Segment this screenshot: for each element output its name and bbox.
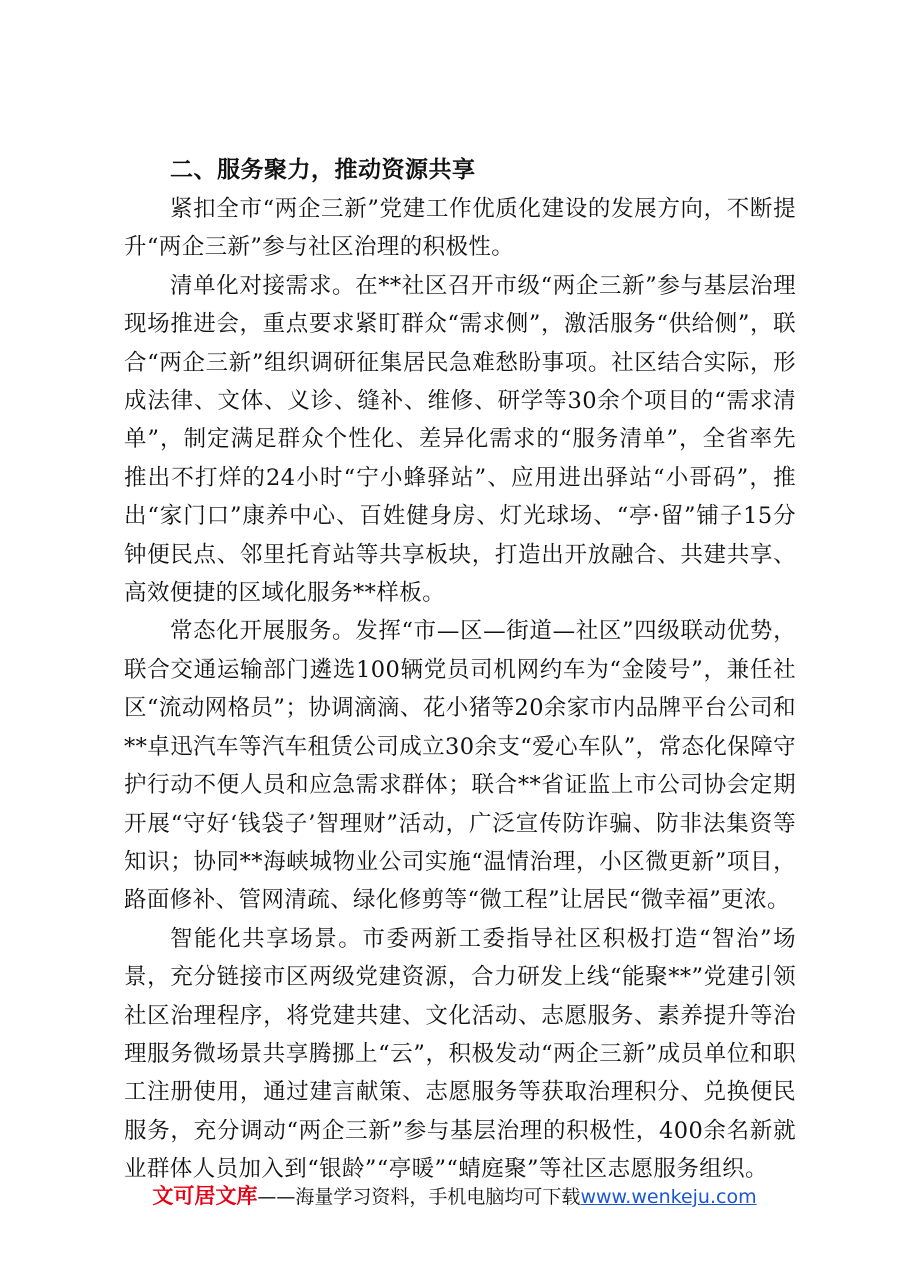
paragraph-regular-service: 常态化开展服务。发挥“市—区—街道—社区”四级联动优势，联合交通运输部门遴选100辆党员司机网约车为“金陵号”，兼任社区“流动网格员”；协调滴滴、花小猪等20余家市内品牌平台公司和**卓迅汽车等汽车租赁公司成立30余支“爱心车队”，常态化保障守护行动不便人员和应急需求群体；联合**省证监上市公司协会定期开展“守好‘钱袋子’智理财”活动，广泛宣传防诈骗、防非法集资等知识；协同**海峡城物业公司实施“温情治理，小区微更新”项目，路面修补、管网清疏、绿化修剪等“微工程”让居民“微幸福”更浓。 [124, 618, 796, 914]
paragraph-smart-scene: 智能化共享场景。市委两新工委指导社区积极打造“智治”场景，充分链接市区两级党建资源，合力研发上线“能聚**”党建引领社区治理程序，将党建共建、文化活动、志愿服务、素养提升等治理服务微场景共享腾挪上“云”，积极发动“两企三新”成员单位和职工注册使用，通过建言献策、志愿服务等获取治理积分、兑换便民服务，充分调动“两企三新”参与基层治理的积极性，400余名新就业群体人员加入到“银龄”“亭暖”“蜻庭聚”等社区志愿服务组织。 [124, 925, 796, 1183]
footer-link[interactable]: www.wenkeju.com [580, 1186, 757, 1208]
paragraph-demand-list: 清单化对接需求。在**社区召开市级“两企三新”参与基层治理现场推进会，重点要求紧盯群众“需求侧”，激活服务“供给侧”，联合“两企三新”组织调研征集居民急难愁盼事项。社区结合实际，形成法律、文体、义诊、缝补、维修、研学等30余个项目的“需求清单”，制定满足群众个性化、差异化需求的“服务清单”，全省率先推出不打烊的24小时“宁小蜂驿站”、应用进出驿站“小哥码”，推出“家门口”康养中心、百姓健身房、灯光球场、“亭·留”铺子15分钟便民点、邻里托育站等共享板块，打造出开放融合、共建共享、高效便捷的区域化服务**样板。 [124, 272, 796, 607]
section-heading: 二、服务聚力，推动资源共享 [170, 157, 476, 183]
document-body [124, 150, 796, 1189]
footer-brand: 文可居文库 [152, 1184, 258, 1208]
footer-slogan: ——海量学习资料，手机电脑均可下载 [257, 1186, 581, 1208]
paragraph-intro: 紧扣全市“两企三新”党建工作优质化建设的发展方向，不断提升“两企三新”参与社区治理的积极性。 [124, 196, 796, 261]
footer-banner [0, 1180, 909, 1210]
